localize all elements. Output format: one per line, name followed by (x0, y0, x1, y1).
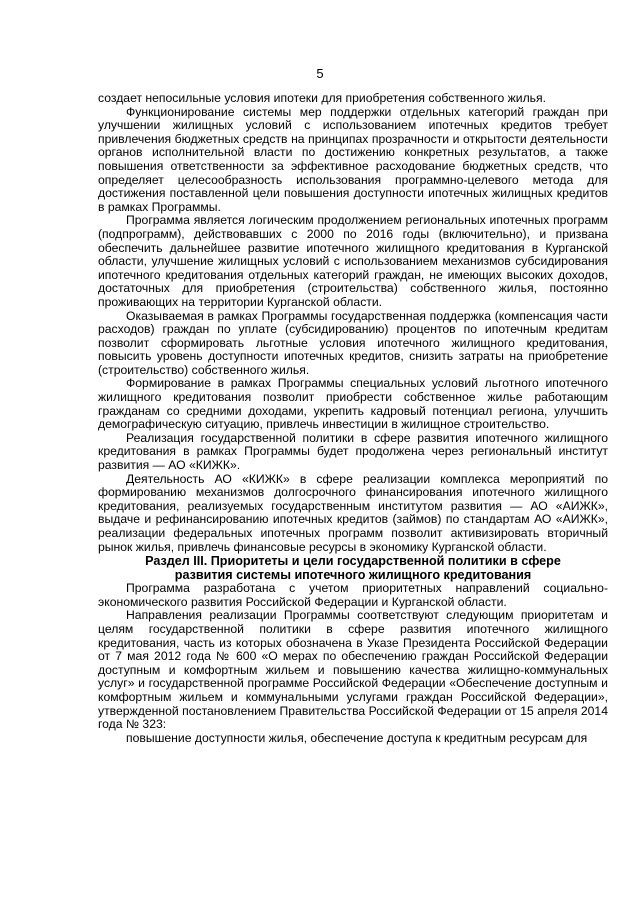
paragraph: Функционирование системы мер поддержки отдельных категорий граждан при улучшении жилищных условий с использованием ипотечных кредитов требует привлечения бюджетных средств на принципах прозрачности и открытости деятельности органов исполнительной власти по достижению конкретных результатов, а также повышения ответственности за эффективное расходование бюджетных средств, что определяет целесообразность использования программно-целевого метода для достижения поставленной цели повышения доступности ипотечных жилищных кредитов в рамках Программы. (98, 104, 608, 214)
paragraph: Направления реализации Программы соответствуют следующим приоритетам и целям государственной политики в сфере развития ипотечного жилищного кредитования, часть из которых обозначена в Указе Президента Российской Федерации от 7 мая 2012 года № 600 «О мерах по обеспечению граждан Российской Федерации доступным и комфортным жильем и повышению качества жилищно-коммунальных услуг» и государственной программе Российской Федерации «Обеспечение доступным и комфортным жильем и коммунальными услугами граждан Российской Федерации», утвержденной постановлением Правительства Российской Федерации от 15 апреля 2014 года № 323: (98, 608, 608, 732)
paragraph: создает непосильные условия ипотеки для приобретения собственного жилья. (98, 91, 547, 105)
paragraph: Формирование в рамках Программы специальных условий льготного ипотечного жилищного кредитования позволит приобрести собственное жилье работающим гражданам со средними доходами, укрепить кадровый потенциал региона, улучшить демографическую ситуацию, привлечь инвестиции в жилищное строительство. (98, 376, 608, 432)
paragraph: Программа разработана с учетом приоритетных направлений социально-экономического развития Российской Федерации и Курганской области. (98, 581, 608, 609)
paragraph: повышение доступности жилья, обеспечение доступа к кредитным ресурсам для (126, 730, 588, 745)
page-number: 5 (316, 66, 324, 81)
paragraph: Оказываемая в рамках Программы государственная поддержка (компенсация части расходов) граждан по уплате (субсидированию) процентов по ипотечным кредитам позволит сформировать льготные условия ипотечного жилищного кредитования, повысить уровень доступности ипотечных кредитов, снизить затраты на приобретение (строительство) собственного жилья. (98, 308, 608, 377)
paragraph: Деятельность АО «КИЖК» в сфере реализации комплекса мероприятий по формированию механизмов долгосрочного финансирования ипотечного жилищного кредитования, реализуемых государственным институтом развития — АО «АИЖК», выдаче и рефинансированию ипотечных кредитов (займов) по стандартам АО «АИЖК», реализации федеральных ипотечных программ позволит активизировать вторичный рынок жилья, привлечь финансовые ресурсы в экономику Курганской области. (98, 471, 608, 554)
document-body (98, 92, 608, 745)
paragraph: Программа является логическим продолжением региональных ипотечных программ (подпрограмм), действовавших с 2000 по 2016 годы (включительно), и призвана обеспечить дальнейшее развитие ипотечного жилищного кредитования в Курганской области, улучшение жилищных условий с использованием механизмов субсидирования ипотечного кредитования отдельных категорий граждан, не имеющих высоких доходов, достаточных для приобретения (строительства) собственного жилья, постоянно проживающих на территории Курганской области. (98, 213, 608, 309)
paragraph: Реализация государственной политики в сфере развития ипотечного жилищного кредитования в рамках Программы будет продолжена через региональный институт развития — АО «КИЖК». (98, 430, 608, 473)
section-heading: Раздел III. Приоритеты и цели государственной политики в сфере развития системы ипотечного жилищного кредитования (145, 554, 561, 583)
